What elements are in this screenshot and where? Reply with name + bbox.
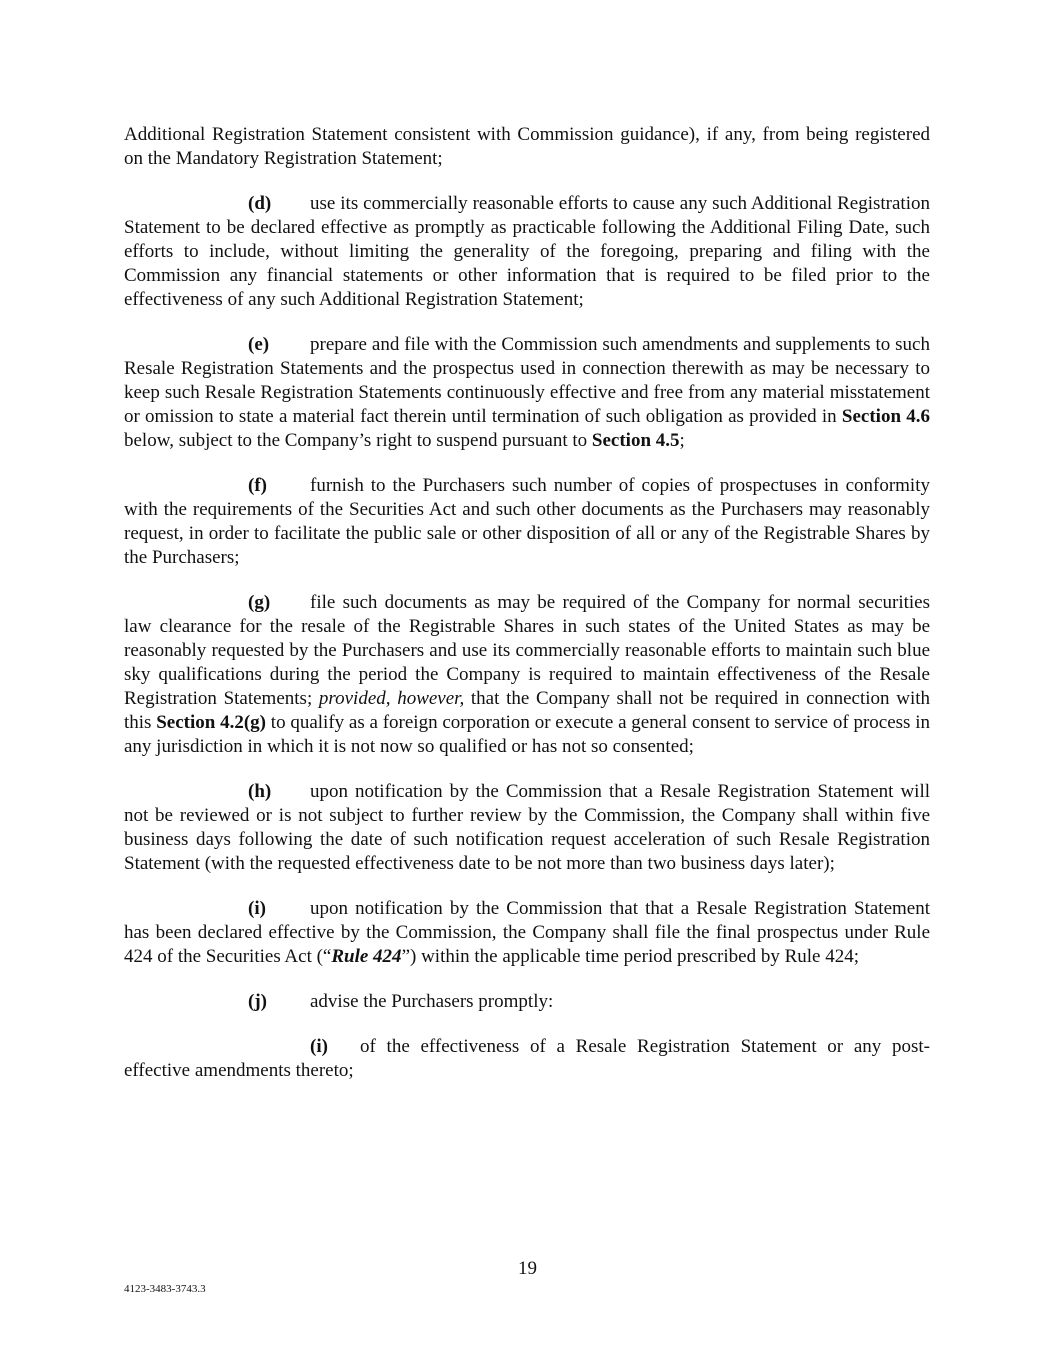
body-text xyxy=(124,123,930,1083)
item-g-text-a: file such documents as may be required of the Company for normal securities law clearance for the resale of the Registrable Shares in such states of the United States as may be reasonably requested by the Purchasers and use its commercially reasonable efforts to maintain such blue sky qualifications during the period the Company is required to maintain effectiveness of the Resale Registration Statements; xyxy=(124,592,930,709)
item-h-text: upon notification by the Commission that a Resale Registration Statement will not be reviewed or is not subject to further review by the Commission, the Company shall within five business days following the date of such notification request acceleration of such Resale Registration Statement (with the requested effectiveness date to be not more than two business days later); xyxy=(124,781,930,874)
item-j-text: advise the Purchasers promptly: xyxy=(310,991,554,1012)
item-d-label: (d) xyxy=(248,193,272,214)
paragraph-item-d xyxy=(124,192,930,312)
item-h-label: (h) xyxy=(248,781,272,802)
item-j-label: (j) xyxy=(248,991,267,1012)
paragraph-item-h xyxy=(124,780,930,876)
paragraph-item-e xyxy=(124,333,930,453)
paragraph-item-i xyxy=(124,897,930,969)
section-ref-4-2g: Section 4.2(g) xyxy=(156,712,267,733)
item-e-text-b: below, subject to the Company’s right to suspend pursuant to xyxy=(124,430,592,451)
paragraph-intro xyxy=(124,123,930,171)
document-id: 4123-3483-3743.3 xyxy=(124,1283,206,1295)
item-e-text-a: prepare and file with the Commission such amendments and supplements to such Resale Registration Statements and the prospectus used in connection therewith as may be necessary to keep such Resale Registration Statements continuously effective and free from any material misstatement or omission to state a material fact therein until termination of such obligation as provided in xyxy=(124,334,930,427)
item-f-label: (f) xyxy=(248,475,267,496)
item-d-text: use its commercially reasonable efforts to cause any such Additional Registration Statement to be declared effective as promptly as practicable following the Additional Filing Date, such efforts to include, without limiting the generality of the foregoing, preparing and filing with the Commission any financial statements or other information that is required to be filed prior to the effectiveness of any such Additional Registration Statement; xyxy=(124,193,930,310)
paragraph-intro-text: Additional Registration Statement consistent with Commission guidance), if any, from being registered on the Mandatory Registration Statement; xyxy=(124,124,930,169)
section-ref-4-6: Section 4.6 xyxy=(841,406,931,427)
item-g-label: (g) xyxy=(248,592,271,613)
proviso-text: provided, however, xyxy=(318,688,465,709)
item-i-text-a: upon notification by the Commission that that a Resale Registration Statement has been declared effective by the Commission, the Company shall file the final prospectus under Rule 424 of the Securities Act (“ xyxy=(124,898,930,967)
paragraph-subitem-i xyxy=(124,1035,930,1083)
paragraph-item-j xyxy=(124,990,930,1014)
item-g-text-c: to qualify as a foreign corporation or execute a general consent to service of process in any jurisdiction in which it is not now so qualified or has not so consented; xyxy=(124,712,931,757)
item-g-text-b: that the Company shall not be required in connection with this xyxy=(124,688,931,733)
paragraph-item-f xyxy=(124,474,930,570)
item-e-text-c: ; xyxy=(679,430,685,451)
defined-term-rule-424: Rule 424 xyxy=(331,946,402,967)
item-i-label: (i) xyxy=(248,898,266,919)
subitem-i-text: of the effectiveness of a Resale Registration Statement or any post-effective amendments thereto; xyxy=(124,1036,930,1081)
item-i-text-b: ”) within the applicable time period prescribed by Rule 424; xyxy=(401,946,860,967)
paragraph-item-g xyxy=(124,591,930,759)
subitem-i-label: (i) xyxy=(310,1036,328,1057)
item-f-text: furnish to the Purchasers such number of copies of prospectuses in conformity with the requirements of the Securities Act and such other documents as the Purchasers may reasonably request, in order to facilitate the public sale or other disposition of all or any of the Registrable Shares by the Purchasers; xyxy=(124,475,930,568)
section-ref-4-5: Section 4.5 xyxy=(591,430,680,451)
item-e-label: (e) xyxy=(248,334,270,355)
page-number: 19 xyxy=(518,1258,537,1279)
